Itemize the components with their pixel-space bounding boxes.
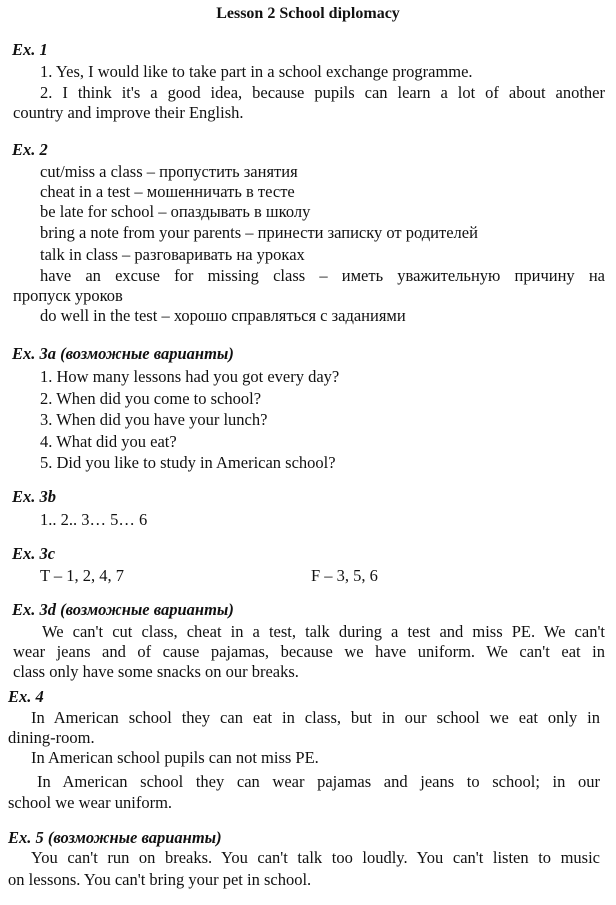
- vocab-item: cut/miss a class – пропустить занятия: [40, 162, 298, 181]
- exercise-heading: Ex. 1: [12, 40, 48, 59]
- answer-line: In American school they can eat in class, but in our school we eat only in: [31, 708, 600, 727]
- question-item: 5. Did you like to study in American school?: [40, 453, 336, 472]
- false-answers: F – 3, 5, 6: [311, 566, 378, 585]
- answer-line: In American school they can wear pajamas and jeans to school; in our: [37, 772, 600, 791]
- answer-line: 2. I think it's a good idea, because pupils can learn a lot of about another: [40, 83, 605, 102]
- exercise-heading: Ex. 3a (возможные варианты): [12, 344, 234, 363]
- answer-line: dining-room.: [8, 728, 95, 747]
- answer-line: 1. Yes, I would like to take part in a school exchange programme.: [40, 62, 473, 81]
- page-title: Lesson 2 School diplomacy: [216, 5, 400, 22]
- answer-line: wear jeans and of cause pajamas, because we have uniform. We can't eat in: [13, 642, 605, 661]
- exercise-heading: Ex. 5 (возможные варианты): [8, 828, 222, 847]
- answer-line: 1.. 2.. 3… 5… 6: [40, 510, 148, 529]
- vocab-item: пропуск уроков: [13, 286, 123, 305]
- question-item: 1. How many lessons had you got every day?: [40, 367, 340, 386]
- vocab-item: cheat in a test – мошенничать в тесте: [40, 182, 295, 201]
- exercise-heading: Ex. 3d (возможные варианты): [12, 600, 234, 619]
- vocab-item: do well in the test – хорошо справляться с заданиями: [40, 306, 406, 325]
- answer-line: on lessons. You can't bring your pet in school.: [8, 870, 312, 889]
- question-item: 4. What did you eat?: [40, 432, 177, 451]
- vocab-item: bring a note from your parents – принести записку от родителей: [40, 223, 478, 242]
- answer-line: country and improve their English.: [13, 103, 244, 122]
- answer-line: In American school pupils can not miss PE.: [31, 748, 319, 767]
- answer-line: class only have some snacks on our breaks.: [13, 662, 299, 681]
- answer-line: school we wear uniform.: [8, 793, 173, 812]
- exercise-heading: Ex. 3c: [12, 544, 56, 563]
- true-answers: T – 1, 2, 4, 7: [40, 566, 125, 585]
- question-item: 3. When did you have your lunch?: [40, 410, 268, 429]
- answer-line: We can't cut class, cheat in a test, talk during a test and miss PE. We can't: [42, 622, 605, 641]
- question-item: 2. When did you come to school?: [40, 389, 262, 408]
- exercise-heading: Ex. 3b: [12, 487, 57, 506]
- exercise-heading: Ex. 2: [12, 140, 48, 159]
- vocab-item: have an excuse for missing class – иметь уважительную причину на: [40, 266, 605, 285]
- exercise-heading: Ex. 4: [8, 687, 44, 706]
- answer-line: You can't run on breaks. You can't talk too loudly. You can't listen to music: [31, 848, 600, 867]
- vocab-item: be late for school – опаздывать в школу: [40, 202, 311, 221]
- vocab-item: talk in class – разговаривать на уроках: [40, 245, 305, 264]
